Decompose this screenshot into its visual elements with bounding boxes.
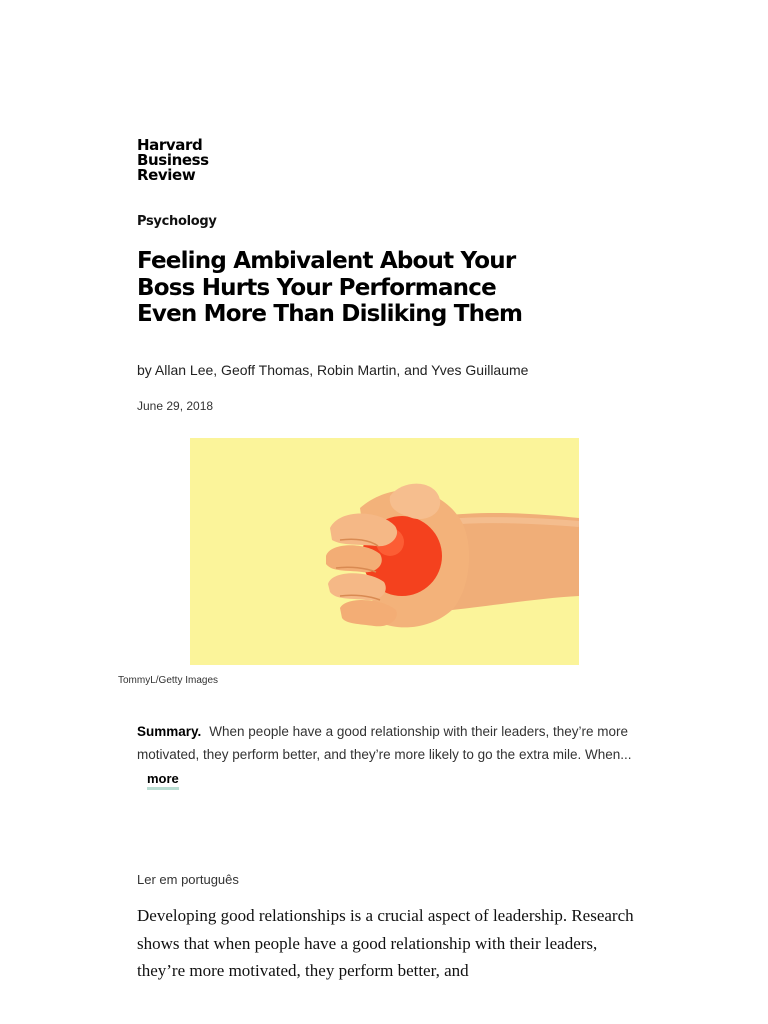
image-credit: TommyL/Getty Images (118, 675, 219, 686)
portuguese-translation-link[interactable]: Ler em português (137, 872, 239, 887)
summary-text: When people have a good relationship with their leaders, they’re more motivated, they perform better, and they’re more likely to go the extra mile. When... (137, 724, 632, 762)
hero-image (190, 438, 579, 665)
logo-line: Harvard (137, 136, 203, 154)
article-byline: by Allan Lee, Geoff Thomas, Robin Martin, and Yves Guillaume (137, 362, 529, 378)
hbr-logo[interactable] (137, 138, 209, 183)
article-body-paragraph: Developing good relationships is a crucial aspect of leadership. Research shows that when people have a good relationship with their leaders, they’re more motivated, they perform better, and (137, 906, 634, 980)
article-summary (137, 720, 637, 766)
topic-link[interactable]: Psychology (137, 214, 217, 229)
publish-date: June 29, 2018 (137, 399, 214, 413)
article-title: Feeling Ambivalent About Your Boss Hurts Your Performance Even More Than Disliking Them (137, 248, 523, 327)
summary-label: Summary. (137, 724, 202, 739)
logo-line: Business (137, 151, 209, 169)
fist-squeezing-ball-illustration (190, 438, 579, 665)
logo-line: Review (137, 166, 196, 184)
summary-more-link[interactable]: more (147, 771, 179, 790)
